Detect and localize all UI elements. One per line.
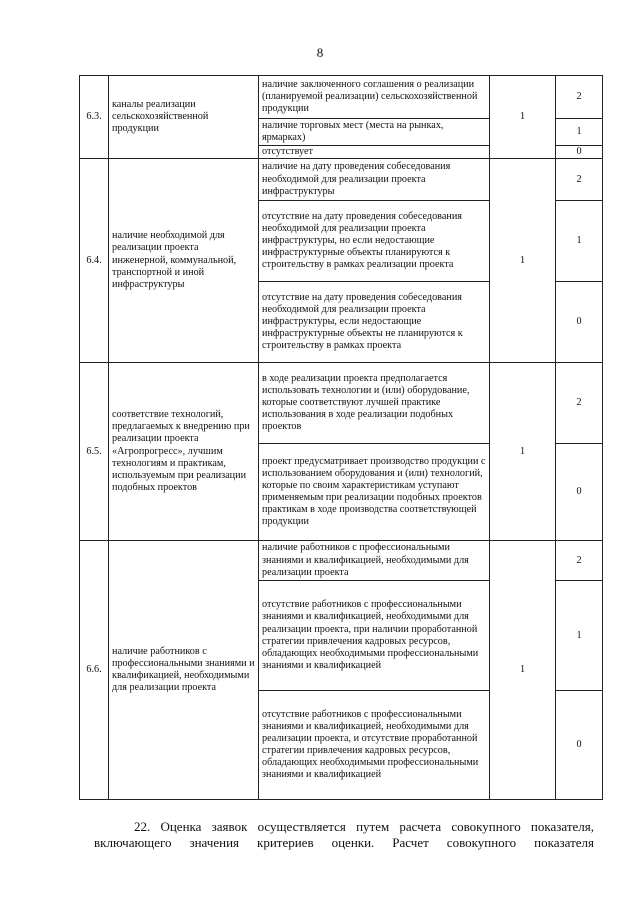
option-description: наличие заключенного соглашения о реализации (планируемой реализации) сельскохозяйственной продукции <box>259 76 490 119</box>
option-score: 0 <box>556 282 603 363</box>
criterion-name: соответствие технологий, предлагаемых к внедрению при реализации проекта «Агропрогресс», лучшим технологиям и практикам, используемым при реализации подобных проектов <box>109 363 259 541</box>
paragraph-line: 22. Оценка заявок осуществляется путем расчета совокупного показателя, <box>134 819 594 834</box>
row-number: 6.3. <box>80 76 109 159</box>
criterion-weight: 1 <box>490 541 556 800</box>
table-row <box>80 159 603 201</box>
option-score: 1 <box>556 581 603 691</box>
table-row <box>80 541 603 581</box>
option-score: 2 <box>556 159 603 201</box>
option-description: отсутствие работников с профессиональными знаниями и квалификацией, необходимыми для реализации проекта, при наличии проработанной стратегии привлечения кадровых ресурсов, обладающих необходимыми профессиональными знаниями и квалификацией <box>259 581 490 691</box>
criterion-weight: 1 <box>490 363 556 541</box>
option-description: наличие на дату проведения собеседования необходимой для реализации проекта инфраструктуры <box>259 159 490 201</box>
criterion-weight: 1 <box>490 76 556 159</box>
row-number: 6.5. <box>80 363 109 541</box>
row-number: 6.4. <box>80 159 109 363</box>
option-description: наличие работников с профессиональными знаниями и квалификацией, необходимыми для реализации проекта <box>259 541 490 581</box>
option-score: 0 <box>556 691 603 800</box>
option-description: отсутствие на дату проведения собеседования необходимой для реализации проекта инфраструктуры, но если недостающие инфраструктурные объекты планируются к строительству в рамках реализации проекта <box>259 201 490 282</box>
option-score: 2 <box>556 541 603 581</box>
option-description: отсутствует <box>259 146 490 159</box>
table-row <box>80 363 603 444</box>
option-description: проект предусматривает производство продукции с использованием оборудования и (или) технологий, которые по своим характеристикам уступают применяемым при реализации подобных проектов практикам в ходе производства соответствующей продукции <box>259 444 490 541</box>
option-description: наличие торговых мест (места на рынках, ярмарках) <box>259 119 490 146</box>
page-number: 8 <box>316 45 324 60</box>
option-description: в ходе реализации проекта предполагается использовать технологии и (или) оборудование, которые соответствуют лучшей практике использования в ходе реализации подобных проектов <box>259 363 490 444</box>
option-score: 2 <box>556 76 603 119</box>
option-score: 0 <box>556 146 603 159</box>
criterion-name: наличие работников с профессиональными знаниями и квалификацией, необходимыми для реализации проекта <box>109 541 259 800</box>
paragraph-line: включающего значения критериев оценки. Расчет совокупного показателя <box>94 835 594 850</box>
row-number: 6.6. <box>80 541 109 800</box>
criterion-name: наличие необходимой для реализации проекта инженерной, коммунальной, транспортной и иной инфраструктуры <box>109 159 259 363</box>
criterion-weight: 1 <box>490 159 556 363</box>
option-score: 1 <box>556 201 603 282</box>
option-description: отсутствие работников с профессиональными знаниями и квалификацией, необходимыми для реализации проекта, и отсутствие проработанной стратегии привлечения кадровых ресурсов, обладающих необходимыми профессиональными знаниями и квалификацией <box>259 691 490 800</box>
table-row <box>80 76 603 119</box>
criterion-name: каналы реализации сельскохозяйственной продукции <box>109 76 259 159</box>
criteria-table <box>79 75 603 800</box>
option-description: отсутствие на дату проведения собеседования необходимой для реализации проекта инфраструктуры, если недостающие инфраструктурные объекты не планируются к строительству в рамках проекта <box>259 282 490 363</box>
option-score: 0 <box>556 444 603 541</box>
option-score: 2 <box>556 363 603 444</box>
option-score: 1 <box>556 119 603 146</box>
